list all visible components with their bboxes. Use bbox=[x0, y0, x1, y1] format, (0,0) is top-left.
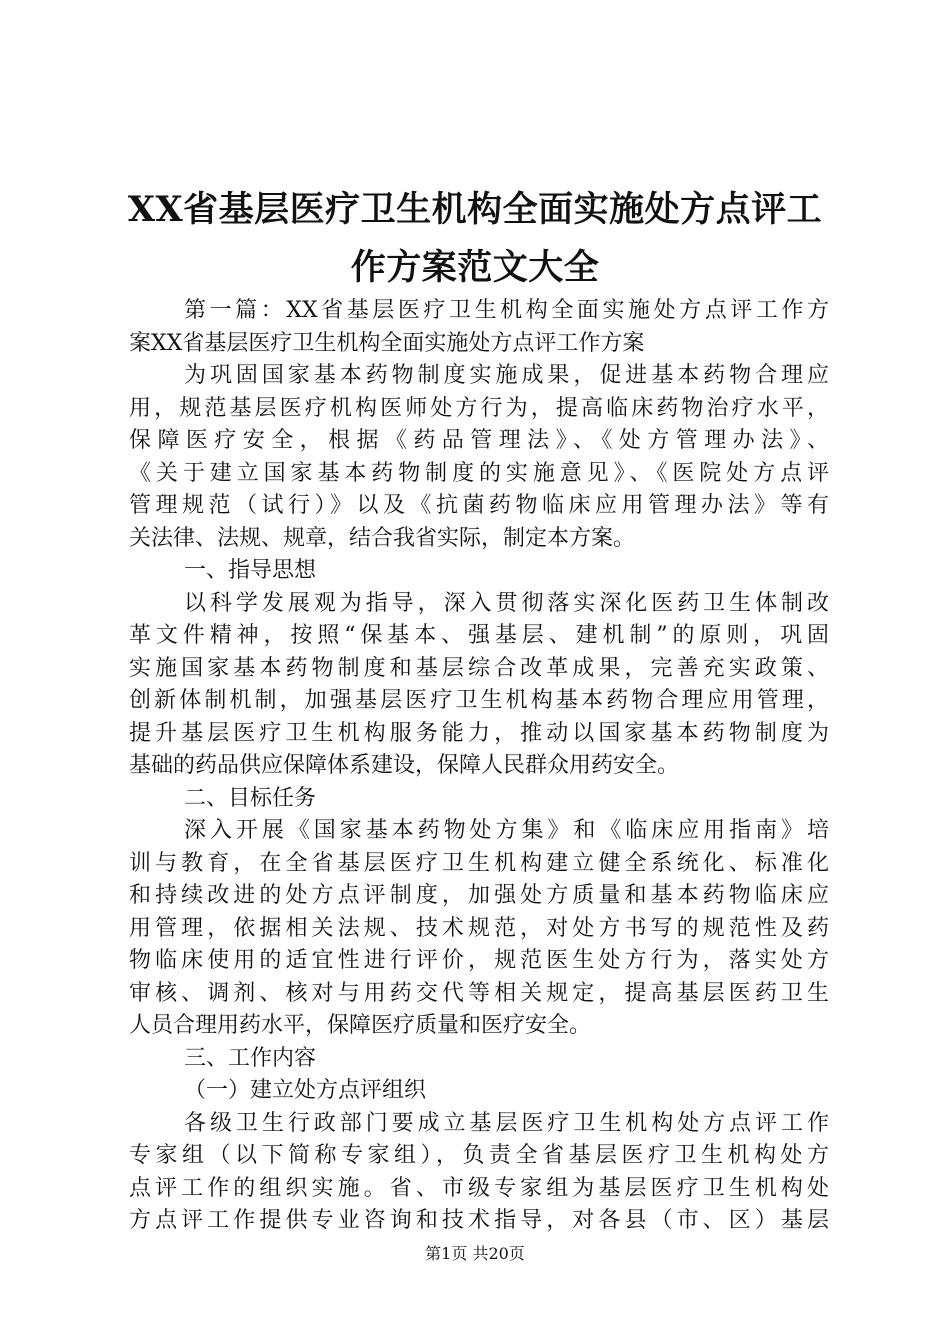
paragraph-line: 管理规范（试行）》以及《抗菌药物临床应用管理办法》等有 bbox=[129, 493, 829, 518]
paragraph-line: 保障医疗安全，根据《药品管理法》、《处方管理办法》、 bbox=[129, 428, 829, 453]
paragraph-line: 审核、调剂、核对与用药交代等相关规定，提高基层医药卫生 bbox=[129, 980, 829, 1006]
paragraph-line: 第一篇：XX省基层医疗卫生机构全面实施处方点评工作方 bbox=[184, 298, 829, 323]
paragraph-line: 提升基层医疗卫生机构服务能力，推动以国家基本药物制度为 bbox=[129, 720, 829, 746]
document-title-line-2: 作方案范文大全 bbox=[350, 247, 600, 288]
paragraph-line: 基础的药品供应保障体系建设，保障人民群众用药安全。 bbox=[129, 753, 680, 778]
paragraph-line: 《关于建立国家基本药物制度的实施意见》、《医院处方点评 bbox=[129, 460, 829, 486]
paragraph-line: 案XX省基层医疗卫生机构全面实施处方点评工作方案 bbox=[129, 330, 645, 356]
paragraph-line: 训与教育，在全省基层医疗卫生机构建立健全系统化、标准化 bbox=[129, 850, 829, 876]
paragraph-line: 创新体制机制，加强基层医疗卫生机构基本药物合理应用管理， bbox=[129, 688, 829, 713]
paragraph-line: 方点评工作提供专业咨询和技术指导，对各县（市、区）基层 bbox=[129, 1208, 829, 1233]
document-body bbox=[129, 295, 829, 1238]
paragraph-line: 关法律、法规、规章，结合我省实际，制定本方案。 bbox=[129, 525, 636, 551]
page-number-footer: 第1页 共20页 bbox=[425, 1244, 525, 1263]
paragraph-line: 点评工作的组织实施。省、市级专家组为基层医疗卫生机构处 bbox=[129, 1175, 829, 1201]
paragraph-line: 深入开展《国家基本药物处方集》和《临床应用指南》培 bbox=[184, 818, 829, 843]
paragraph-line: 用管理，依据相关法规、技术规范，对处方书写的规范性及药 bbox=[129, 915, 829, 941]
section-heading: 二、目标任务 bbox=[184, 785, 317, 811]
paragraph-line: 实施国家基本药物制度和基层综合改革成果，完善充实政策、 bbox=[129, 655, 829, 681]
paragraph-line: 为巩固国家基本药物制度实施成果，促进基本药物合理应 bbox=[184, 363, 829, 388]
paragraph-line: 和持续改进的处方点评制度，加强处方质量和基本药物临床应 bbox=[129, 883, 829, 908]
paragraph-line: 人员合理用药水平，保障医疗质量和医疗安全。 bbox=[129, 1013, 592, 1038]
section-heading: 一、指导思想 bbox=[184, 558, 317, 583]
section-heading: 三、工作内容 bbox=[184, 1045, 317, 1071]
paragraph-line: 革文件精神，按照“保基本、强基层、建机制”的原则，巩固 bbox=[129, 623, 829, 648]
subsection-heading: （一）建立处方点评组织 bbox=[184, 1078, 427, 1103]
paragraph-line: 各级卫生行政部门要成立基层医疗卫生机构处方点评工作 bbox=[184, 1110, 829, 1136]
document-title-line-1: XX省基层医疗卫生机构全面实施处方点评工 bbox=[127, 189, 823, 230]
paragraph-line: 用，规范基层医疗机构医师处方行为，提高临床药物治疗水平， bbox=[129, 395, 829, 421]
paragraph-line: 物临床使用的适宜性进行评价，规范医生处方行为，落实处方 bbox=[129, 948, 829, 973]
paragraph-line: 以科学发展观为指导，深入贯彻落实深化医药卫生体制改 bbox=[184, 590, 829, 616]
paragraph-line: 专家组（以下简称专家组），负责全省基层医疗卫生机构处方 bbox=[129, 1143, 829, 1168]
